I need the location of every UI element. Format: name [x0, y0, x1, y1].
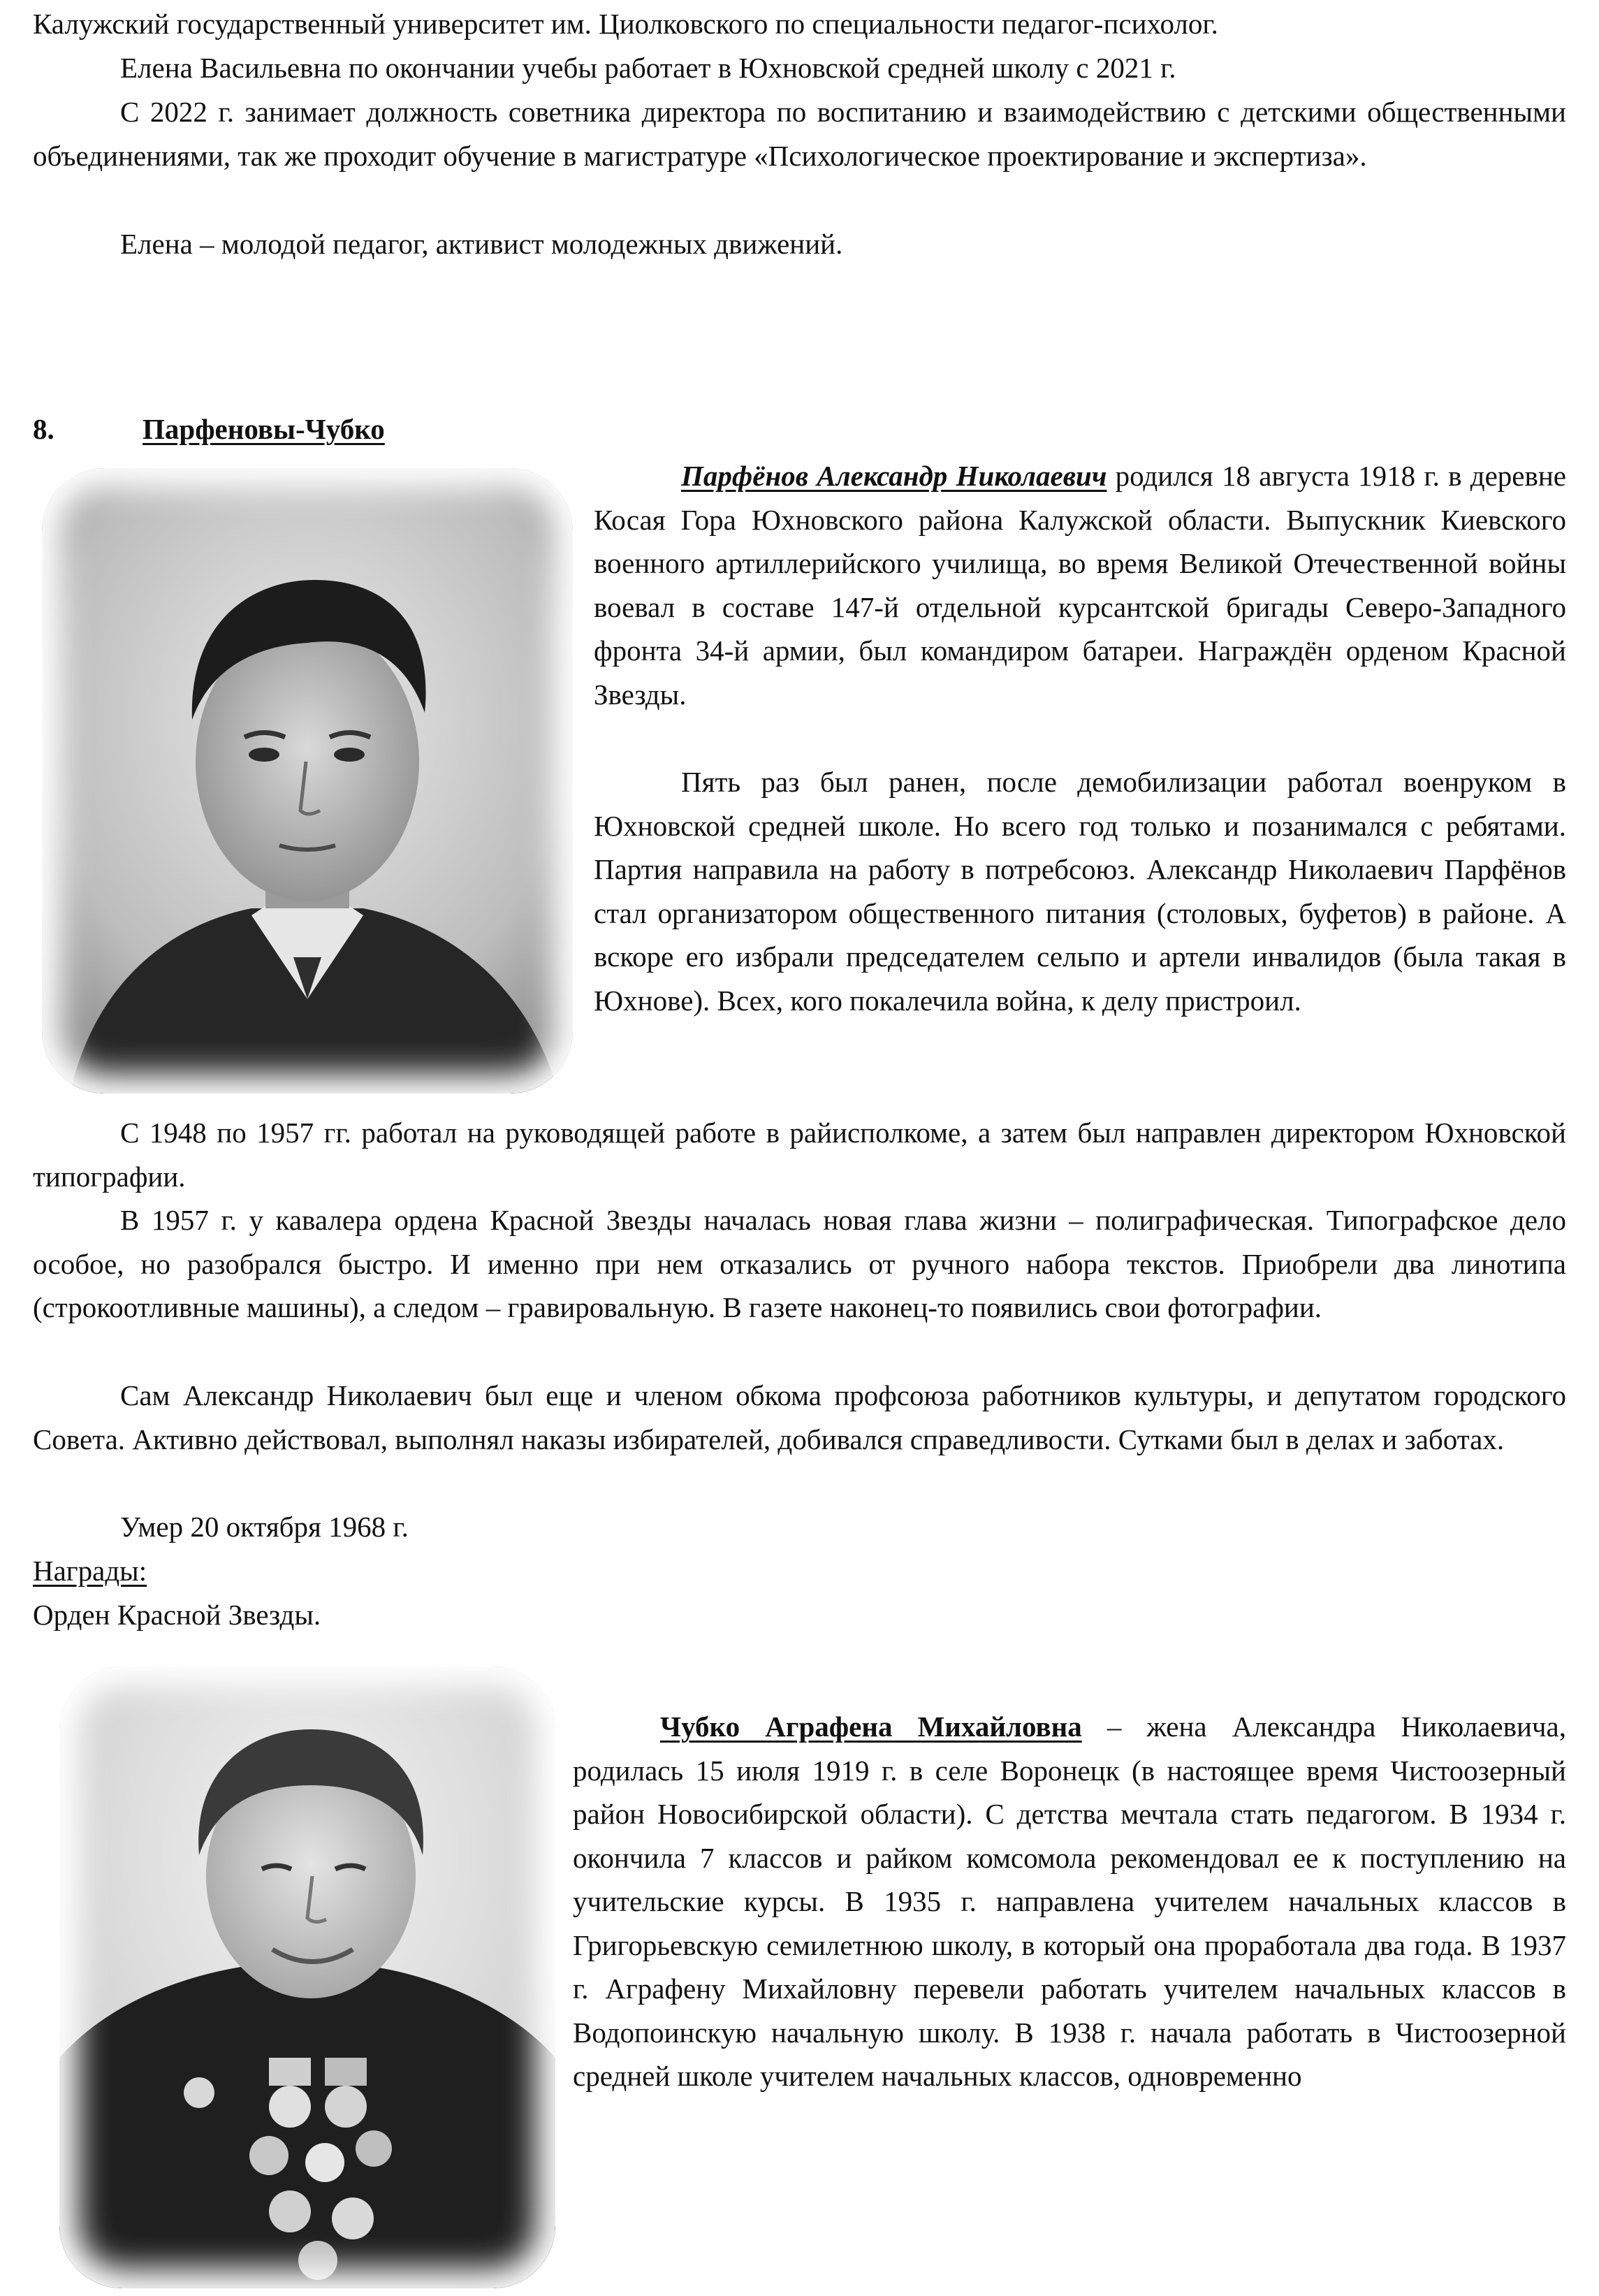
- section-title: Парфеновы-Чубко: [143, 413, 385, 445]
- portrait-woman-image: [59, 1666, 555, 2288]
- chubko-bio-text: – жена Александра Николаевича, родилась 15 июля 1919 г. в селе Воронецк (в настоящее время Чистоозерный район Новосибирской области). С детства мечтала стать педагогом. В 1934 г. окончила 7 классов и райком комсомола рекомендовал ее к поступлению на учительские курсы. В 1935 г. направлена учителем начальных классов в Григорьевскую семилетнюю школу, в который она проработала два года. В 1937 г. Аграфену Михайловну перевели работать учителем начальных классов в Водопоинскую начальную школу. В 1938 г. начала работать в Чистоозерной средней школе учителем начальных классов, одновременно: [573, 1710, 1566, 2092]
- person-name-chubko: Чубко Аграфена Михайловна: [660, 1710, 1082, 1743]
- text-line-work: Елена Васильевна по окончании учебы работает в Юхновской средней школу с 2021 г.: [120, 52, 1176, 84]
- parfenov-death: Умер 20 октября 1968 г.: [120, 1511, 409, 1543]
- parfenov-bio-1957: В 1957 г. у кавалера ордена Красной Звезды началась новая глава жизни – полиграфическая. Типографское дело особое, но разобрался быстро. И именно при нем отказались от ручного набора текстов. Приобрели два линотипа (строкоотливные машины), а следом – гравировальную. В газете наконец-то появились свои фотографии.: [33, 1204, 1566, 1323]
- awards-list: Орден Красной Звезды.: [33, 1599, 321, 1631]
- parfenov-bio-deputy: Сам Александр Николаевич был еще и членом обкома профсоюза работников культуры, и депутатом городского Совета. Активно действовал, выполнял наказы избирателей, добивался справедливости. Сутками был в делах и заботах.: [33, 1379, 1566, 1455]
- portrait-photo-chubko: [59, 1666, 555, 2288]
- chubko-bio: [573, 1705, 1566, 2098]
- portrait-photo-parfenov: [42, 468, 573, 1093]
- parfenov-bio-intro-text: родился 18 августа 1918 г. в деревне Косая Гора Юхновского района Калужской области. Выпускник Киевского военного артиллерийского училища, во время Великой Отечественной войны воевал в составе 147-й отдельной курсантской бригады Северо-Западного фронта 34-й армии, был командиром батареи. Награждён орденом Красной Звезды.: [594, 460, 1566, 711]
- text-line-university: Калужский государственный университет им. Циолковского по специальности педагог-психолог.: [33, 8, 1218, 40]
- text-paragraph-advisor: С 2022 г. занимает должность советника директора по воспитанию и взаимодействию с детскими общественными объединениями, так же проходит обучение в магистратуре «Психологическое проектирование и экспертиза».: [33, 96, 1566, 172]
- awards-label: Награды:: [33, 1555, 147, 1587]
- parfenov-bio-intro: [594, 454, 1566, 716]
- medals-group: [184, 2058, 392, 2280]
- parfenov-bio-wounded: Пять раз был ранен, после демобилизации работал военруком в Юхновской средней школе. Но всего год только и позанимался с ребятами. Партия направила на работу в потребсоюз. Александр Николаевич Парфёнов стал организатором общественного питания (столовых, буфетов) в районе. А вскоре его избрали председателем сельпо и артели инвалидов (была такая в Юхнове). Всех, кого покалечила война, к делу пристроил.: [594, 766, 1566, 1017]
- person-name-parfenov: Парфёнов Александр Николаевич: [681, 460, 1107, 492]
- section-number: 8.: [33, 413, 54, 445]
- text-line-activist: Елена – молодой педагог, активист молодежных движений.: [120, 228, 843, 260]
- parfenov-bio-1948: С 1948 по 1957 гг. работал на руководящей работе в райисполкоме, а затем был направлен директором Юхновской типографии.: [33, 1117, 1566, 1193]
- portrait-man-image: [42, 468, 573, 1093]
